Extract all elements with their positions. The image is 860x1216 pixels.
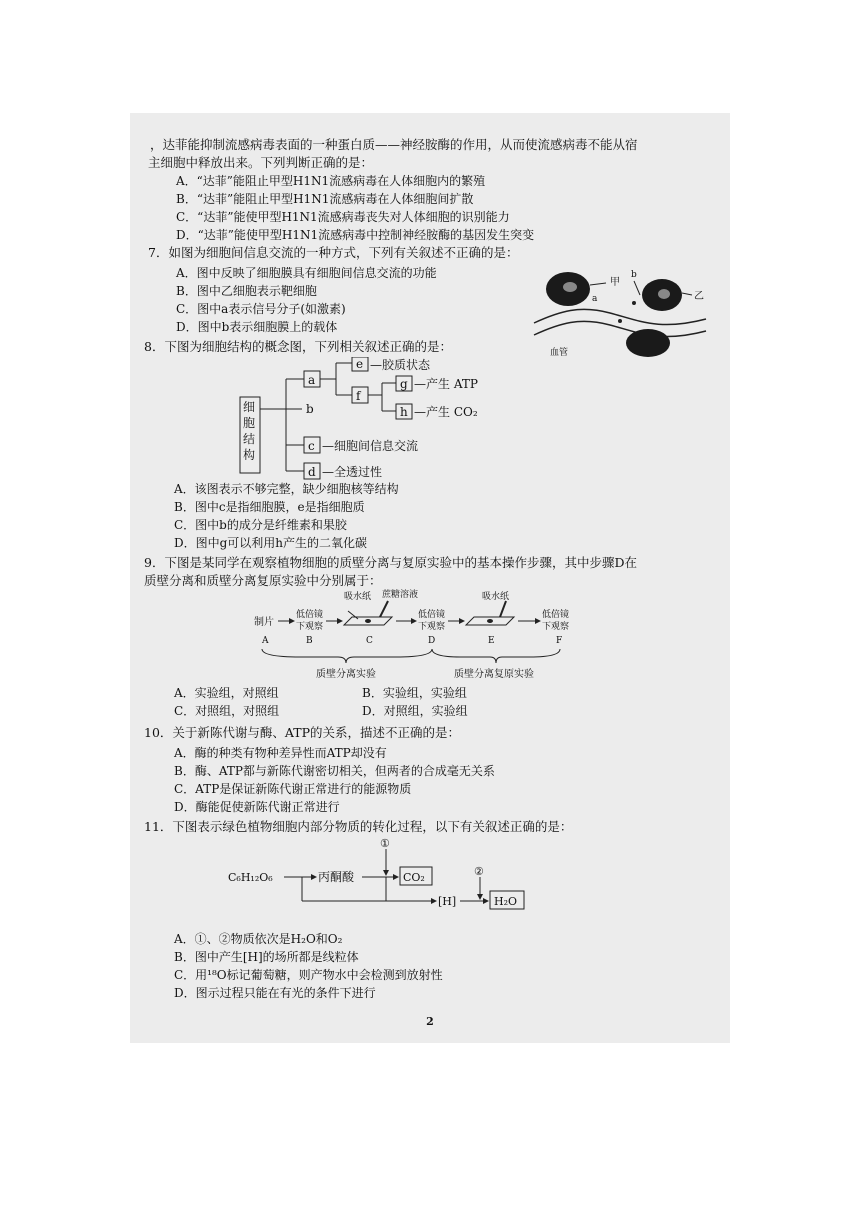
q8-option-c: C．图中b的成分是纤维素和果胶 (174, 518, 347, 532)
page-number: 2 (426, 1015, 434, 1028)
mark-1: ① (380, 837, 390, 850)
q9-procedure-diagram (250, 589, 610, 679)
dropper (380, 601, 388, 617)
q9-option-d: D．对照组，实验组 (362, 704, 468, 718)
node-f: f (356, 389, 361, 403)
node-d: d (308, 465, 316, 479)
step-d: D (428, 636, 436, 646)
step-f: F (556, 636, 563, 646)
paper-1-pointer (348, 611, 358, 619)
root-char: 构 (243, 448, 256, 462)
label-make-slide: 制片 (254, 617, 274, 628)
q8-option-d: D．图中g可以利用h产生的二氧化碳 (174, 536, 368, 550)
exam-page (130, 113, 730, 1043)
root-char: 结 (243, 432, 256, 446)
label-recovery: 质壁分离复原实验 (454, 669, 534, 679)
label-low-lens-3: 低倍镜 (542, 610, 570, 620)
pointer-b (634, 281, 640, 295)
q11-option-d: D．图示过程只能在有光的条件下进行 (174, 986, 376, 1000)
q11-option-a: A．①、②物质依次是H₂O和O₂ (174, 932, 343, 946)
label-pyruvate: 丙酮酸 (318, 870, 355, 884)
specimen-e (487, 619, 493, 623)
q7-cell-signal-figure (530, 261, 710, 361)
q9-option-b: B．实验组，实验组 (362, 686, 467, 700)
root-char: 胞 (243, 416, 256, 430)
node-g-desc: —产生 ATP (414, 377, 478, 391)
label-b: b (631, 270, 637, 280)
root-char: 细 (243, 400, 256, 414)
node-e: e (356, 357, 364, 371)
q9-option-a: A．实验组，对照组 (174, 686, 279, 700)
label-blotting-paper-1: 吸水纸 (344, 592, 372, 602)
q11-stem: 11．下图表示绿色植物细胞内部分物质的转化过程，以下有关叙述正确的是： (144, 819, 573, 834)
label-a: a (592, 294, 598, 304)
q10-option-b: B．酶、ATP都与新陈代谢密切相关，但两者的合成毫无关系 (174, 764, 495, 778)
q10-option-a: A．酶的种类有物种差异性而ATP却没有 (174, 746, 387, 760)
label-blotting-paper-2: 吸水纸 (482, 592, 510, 602)
q10-option-d: D．酶能促使新陈代谢正常进行 (174, 800, 340, 814)
label-low-lens-2: 低倍镜 (418, 610, 446, 620)
label-glucose: C₆H₁₂O₆ (228, 871, 273, 884)
label-h2o: H₂O (494, 895, 518, 908)
q6-option-a: A．“达菲”能阻止甲型H1N1流感病毒在人体细胞内的繁殖 (176, 174, 486, 188)
q8-option-a: A．该图表示不够完整，缺少细胞核等结构 (174, 482, 399, 496)
q10-stem: 10．关于新陈代谢与酶、ATP的关系，描述不正确的是： (144, 725, 460, 740)
q6-option-b: B．“达菲”能阻止甲型H1N1流感病毒在人体细胞间扩散 (176, 192, 474, 206)
q7-option-b: B．图中乙细胞表示靶细胞 (176, 284, 317, 298)
q6-stem-line-1: ，达菲能抑制流感病毒表面的一种蛋白质——神经胺酶的作用，从而使流感病毒不能从宿 (150, 137, 638, 152)
q8-concept-diagram (230, 357, 570, 483)
signal-dot (632, 301, 636, 305)
label-vessel: 血管 (550, 348, 569, 358)
q7-option-c: C．图中a表示信号分子(如激素) (176, 302, 346, 316)
label-observe-1: 下观察 (296, 622, 324, 632)
q6-stem-line-2: 主细胞中释放出来。下列判断正确的是： (148, 155, 374, 170)
node-d-desc: —全透过性 (322, 465, 383, 479)
q8-option-b: B．图中c是指细胞膜，e是指细胞质 (174, 500, 365, 514)
q8-stem: 8．下图为细胞结构的概念图，下列相关叙述正确的是： (144, 339, 452, 354)
cell-jia-nucleus (563, 282, 577, 292)
q6-option-c: C．“达菲”能使甲型H1N1流感病毒丧失对人体细胞的识别能力 (176, 210, 510, 224)
q7-option-a: A．图中反映了细胞膜具有细胞间信息交流的功能 (176, 266, 437, 280)
label-h: [H] (438, 895, 457, 908)
q11-respiration-diagram (226, 837, 546, 913)
label-jia: 甲 (610, 277, 620, 288)
node-a: a (308, 373, 316, 387)
node-h: h (400, 405, 408, 419)
q10-option-c: C．ATP是保证新陈代谢正常进行的能源物质 (174, 782, 412, 796)
signal-dot (618, 319, 622, 323)
brace-plasmolysis (262, 649, 432, 663)
cell-yi-nucleus (658, 289, 670, 299)
node-g: g (400, 377, 408, 391)
q11-option-c: C．用¹⁸O标记葡萄糖，则产物水中会检测到放射性 (174, 968, 443, 982)
pointer-yi (682, 293, 692, 295)
q11-option-b: B．图中产生[H]的场所都是线粒体 (174, 950, 359, 964)
step-a: A (262, 636, 269, 646)
specimen-c (365, 619, 371, 623)
label-plasmolysis: 质壁分离实验 (316, 669, 376, 679)
mark-2: ② (474, 865, 484, 878)
node-c-desc: —细胞间信息交流 (322, 439, 419, 453)
q6-option-d: D．“达菲”能使甲型H1N1流感病毒中控制神经胺酶的基因发生突变 (176, 228, 535, 242)
paper-2 (500, 601, 506, 617)
label-co2: CO₂ (403, 871, 425, 884)
node-c: c (308, 439, 315, 453)
label-yi: 乙 (694, 291, 704, 302)
pointer-jia (590, 283, 606, 285)
node-e-desc: —胶质状态 (370, 358, 431, 372)
label-low-lens-1: 低倍镜 (296, 610, 324, 620)
step-c: C (366, 636, 373, 646)
step-e: E (488, 636, 495, 646)
cell-bottom (626, 329, 670, 357)
q9-stem-line-1: 9．下图是某同学在观察植物细胞的质壁分离与复原实验中的基本操作步骤，其中步骤D在 (144, 555, 637, 570)
q9-stem-line-2: 质壁分离和质壁分离复原实验中分别属于： (144, 573, 382, 588)
label-observe-3: 下观察 (542, 622, 570, 632)
node-h-desc: —产生 CO₂ (414, 405, 478, 419)
q7-option-d: D．图中b表示细胞膜上的载体 (176, 320, 338, 334)
q9-option-c: C．对照组，对照组 (174, 704, 280, 718)
node-b: b (306, 402, 314, 416)
q7-stem: 7．如图为细胞间信息交流的一种方式，下列有关叙述不正确的是： (148, 245, 519, 260)
brace-recovery (432, 649, 560, 663)
label-sucrose: 蔗糖溶液 (382, 590, 419, 600)
step-b: B (306, 636, 313, 646)
label-observe-2: 下观察 (418, 622, 446, 632)
